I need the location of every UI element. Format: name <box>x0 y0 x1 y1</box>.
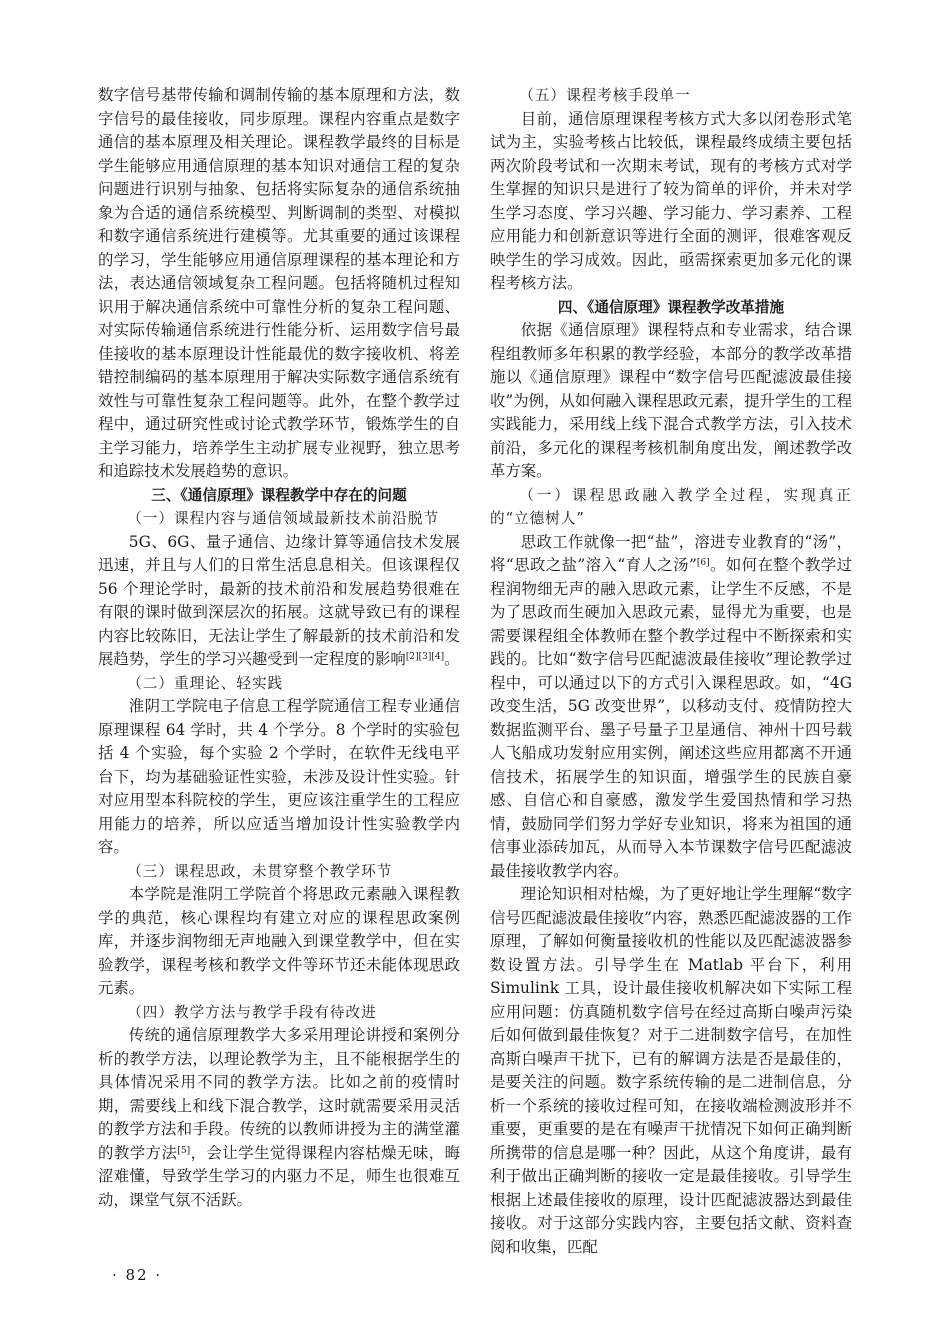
section-heading-three: 三、《通信原理》课程教学中存在的问题 <box>151 486 407 504</box>
citation: [5] <box>177 1145 191 1156</box>
paragraph <box>98 531 460 672</box>
right-column <box>490 84 852 1259</box>
subsection-heading: （一）课程思政融入教学全过程，实现真正的“立德树人” <box>490 486 852 527</box>
paragraph-end: 。 <box>444 650 460 668</box>
citation: [6] <box>696 558 710 568</box>
paragraph-text: 传统的通信原理教学大多采用理论讲授和案例分析的教学方法，以理论教学为主，且不能根据学生的具体情况采用不同的教学方法。比如之前的疫情时期，需要线上和线下混合教学，这时就需要采用灵活的教学方法和手段。传统的以教师讲授为主的满堂灌的教学方法 <box>98 1026 460 1162</box>
page-number: · 82 · <box>112 1266 163 1284</box>
subsection-heading: （二）重理论、轻实践 <box>127 674 284 692</box>
paragraph: 本学院是淮阴工学院首个将思政元素融入课程教学的典范，核心课程均有建立对应的课程思政案例库，并逐步润物细无声地融入到课堂教学中，但在实验教学，课程考核和教学文件等环节还未能体现思政元素。 <box>98 885 460 997</box>
subsection-heading: （五）课程考核手段单一 <box>519 87 691 104</box>
paragraph <box>490 531 852 884</box>
left-column <box>98 84 460 1212</box>
paragraph: 数字信号基带传输和调制传输的基本原理和方法，数字信号的最佳接收，同步原理。课程内容重点是数字通信的基本原理及相关理论。课程教学最终的目标是学生能够应用通信原理的基本知识对通信工程的复杂问题进行识别与抽象、包括将实际复杂的通信系统抽象为合适的通信系统模型、判断调制的类型、对模拟和数字通信系统进行建模等。尤其重要的通过该课程的学习，学生能够应用通信原理课程的基本理论和方法，表达通信领域复杂工程问题。包括将随机过程知识用于解决通信系统中可靠性分析的复杂工程问题、对实际传输通信系统进行性能分析、运用数字信号最佳接收的基本原理设计性能最优的数字接收机、将差错控制编码的基本原理用于解决实际数字通信系统有效性与可靠性复杂工程问题等。此外，在整个教学过程中，通过研究性或讨论式教学环节，锻炼学生的自主学习能力，培养学生主动扩展专业视野，独立思考和追踪技术发展趋势的意识。 <box>98 86 460 480</box>
subsection-heading: （三）课程思政，未贯穿整个教学环节 <box>127 862 393 880</box>
paragraph: 淮阴工学院电子信息工程学院通信工程专业通信原理课程 64 学时，共 4 个学分。8 个学时的实验包括 4 个实验，每个实验 2 个学时，在软件无线电平台下，均为基础验证性实验，未涉及设计性实验。针对应用型本科院校的学生，更应该注重学生的工程应用能力的培养，所以应适当增加设计性实验教学内容。 <box>98 697 460 856</box>
paragraph-text: 。如何在整个教学过程润物细无声的融入思政元素，让学生不反感，不是为了思政而生硬加入思政元素，显得尤为重要，也是需要课程组全体教师在整个教学过程中不断探索和实践的。比如“数字信号匹配滤波最佳接收”理论教学过程中，可以通过以下的方式引入课程思政。如，“4G 改变生活，5G 改变世界”，以移动支付、疫情防控大数据监测平台、墨子号量子卫星通信、神州十四号载人飞船成功发射应用实例，阐述这些应用都离不开通信技术，拓展学生的知识面，增强学生的民族自豪感、自信心和自豪感，激发学生爱国热情和学习热情，鼓励同学们努力学好专业知识，将来为祖国的通信事业添砖加瓦，从而导入本节课数字信号匹配滤波最佳接收教学内容。 <box>490 556 852 880</box>
paragraph-text: 思政工作就像一把“盐”，溶进专业教育的“汤”，将“思政之盐”溶入“育人之汤” <box>490 532 852 574</box>
citation: [2][3][4] <box>405 652 445 662</box>
section-heading-four: 四、《通信原理》课程教学改革措施 <box>557 298 785 316</box>
paragraph: 目前，通信原理课程考核方式大多以闭卷形式笔试为主，实验考核占比较低，课程最终成绩主要包括两次阶段考试和一次期末考试，现有的考核方式对学生掌握的知识只是进行了较为简单的评价，并未对学生学习态度、学习兴趣、学习能力、学习素养、工程应用能力和创新意识等进行全面的测评，很难客观反映学生的学习成效。因此，亟需探索更加多元化的课程考核方法。 <box>490 109 852 292</box>
paragraph-text: 5G、6G、量子通信、边缘计算等通信技术发展迅速，并且与人们的日常生活息息相关。但该课程仅 56 个理论学时，最新的技术前沿和发展趋势很难在有限的课时做到深层次的拓展。这就导致已有的课程内容比较陈旧，无法让学生了解最新的技术前沿和发展趋势，学生的学习兴趣受到一定程度的影响 <box>98 532 460 668</box>
paragraph: 理论知识相对枯燥，为了更好地让学生理解“数字信号匹配滤波最佳接收”内容，熟悉匹配滤波器的工作原理，了解如何衡量接收机的性能以及匹配滤波器参数设置方法。引导学生在 Matlab 平台下，利用 Simulink 工具，设计最佳接收机解决如下实际工程应用问题：仿真随机数字信号在经过高斯白噪声污染后如何做到最佳恢复？对于二进制数字信号，在加性高斯白噪声干扰下，已有的解调方法是否是最佳的，是要关注的问题。数字系统传输的是二进制信息，分析一个系统的接收过程可知，在接收端检测波形并不重要，更重要的是在有噪声干扰情况下如何正确判断所携带的信息是哪一种？因此，从这个角度讲，最有利于做出正确判断的接收一定是最佳接收。引导学生根据上述最佳接收的原理，设计匹配滤波器达到最佳接收。对于这部分实践内容，主要包括文献、资料查阅和收集，匹配 <box>490 885 852 1256</box>
subsection-heading: （四）教学方法与教学手段有待改进 <box>127 1003 377 1021</box>
paragraph <box>98 1024 460 1212</box>
subsection-heading: （一）课程内容与通信领域最新技术前沿脱节 <box>127 510 440 527</box>
paragraph-text: ，会让学生觉得课程内容枯燥无味，晦涩难懂，导致学生学习的内驱力不足，师生也很难互动，课堂气氛不活跃。 <box>98 1143 460 1209</box>
paragraph: 依据《通信原理》课程特点和专业需求，结合课程组教师多年积累的教学经验，本部分的教学改革措施以《通信原理》课程中“数字信号匹配滤波最佳接收”为例，从如何融入课程思政元素，提升学生的工程实践能力，采用线上线下混合式教学方法，引入技术前沿，多元化的课程考核机制角度出发，阐述教学改革方案。 <box>490 321 852 480</box>
